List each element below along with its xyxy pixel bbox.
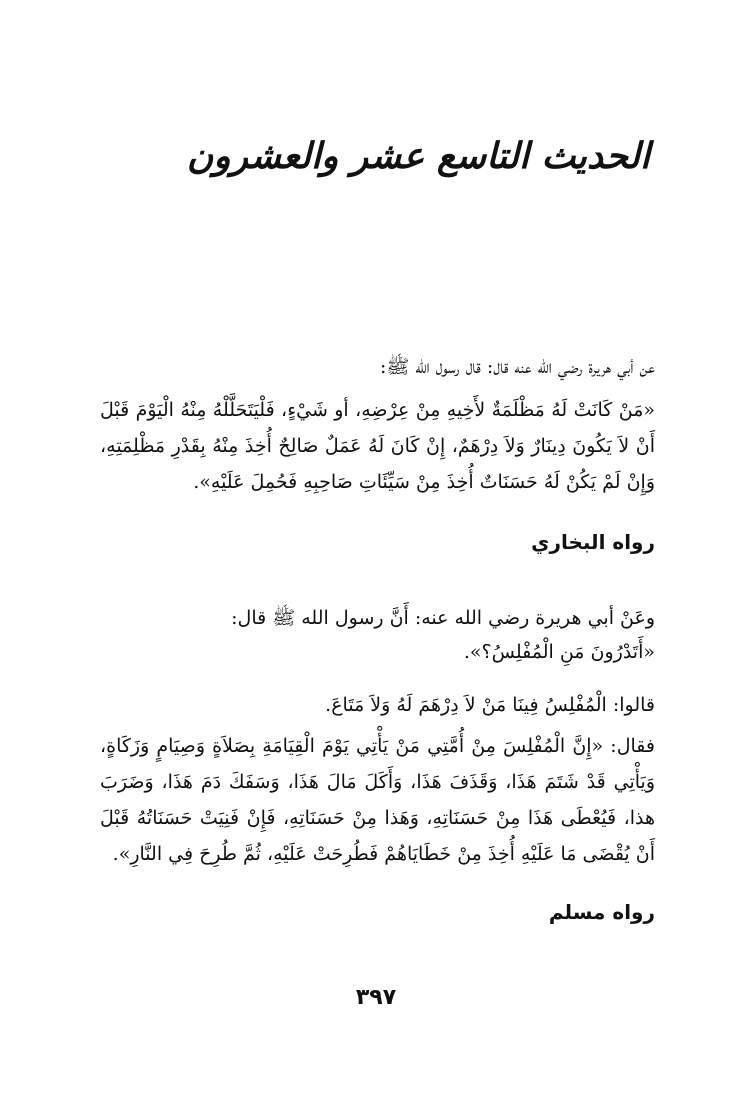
hadith-2-question: «أَتَدْرُونَ مَنِ الْمُفْلِسُ؟».: [463, 641, 655, 663]
hadith-2-intro: وعَنْ أبي هريرة رضي الله عنه: أَنَّ رسول الله ﷺ قال:: [231, 607, 655, 629]
hadith-2-text: فقال: «إِنَّ الْمُفْلِسَ مِنْ أُمَّتِي مَنْ يَأْتِي يَوْمَ الْقِيَامَةِ بِصَلاَةٍ وَصِيَامٍ وَزَكَاةٍ، وَيَأْتِي قَدْ شَتَمَ هَذَا، وَقَذَفَ هَذَا، وَأَكَلَ مَالَ هَذَا، وَسَفَكَ دَمَ هَذَا، وَضَرَبَ هذا، فَيُعْطَى هَذَا مِنْ حَسَنَاتِهِ، وَهَذا مِنْ حَسَنَاتِهِ، فَإِنْ فَنِيَتْ حَسَنَاتُهُ قَبْلَ أَنْ يُقْضَى مَا عَلَيْهِ أُخِذَ مِنْ خَطَايَاهُمْ فَطُرِحَتْ عَلَيْهِ، ثُمَّ طُرِحَ فِي النَّارِ».: [100, 735, 655, 865]
hadith-1-text: «مَنْ كَانَتْ لَهُ مَظْلَمَةٌ لأَخِيهِ مِنْ عِرْضِهِ، أو شَيْءٍ، فَلْيَتَحَلَّلْهُ مِنْهُ الْيَوْمَ قَبْلَ أَنْ لاَ يَكُونَ دِينَارٌ وَلاَ دِرْهَمٌ، إِنْ كَانَ لَهُ عَمَلٌ صَالِحٌ أُخِذَ مِنْهُ بِقَدْرِ مَظْلِمَتِهِ، وَإِنْ لَمْ يَكُنْ لَهُ حَسَنَاتٌ أُخِذَ مِنْ سَيِّئَاتِ صَاحِبِهِ فَحُمِلَ عَلَيْهِ».: [100, 399, 655, 493]
hadith-1-intro: عن أبي هريرة رضي الله عنه قال: قال رسول الله ﷺ:: [380, 356, 655, 378]
hadith-1-source: رواه البخاري: [531, 530, 655, 554]
chapter-title: الحديث التاسع عشر والعشرون: [186, 135, 650, 177]
hadith-2-source: رواه مسلم: [548, 900, 655, 924]
hadith-2-answer: قالوا: الْمُفْلِسُ فِينَا مَنْ لاَ دِرْهَمَ لَهُ وَلاَ مَتَاعَ.: [325, 694, 655, 716]
page-number: ٣٩٧: [355, 985, 397, 1010]
